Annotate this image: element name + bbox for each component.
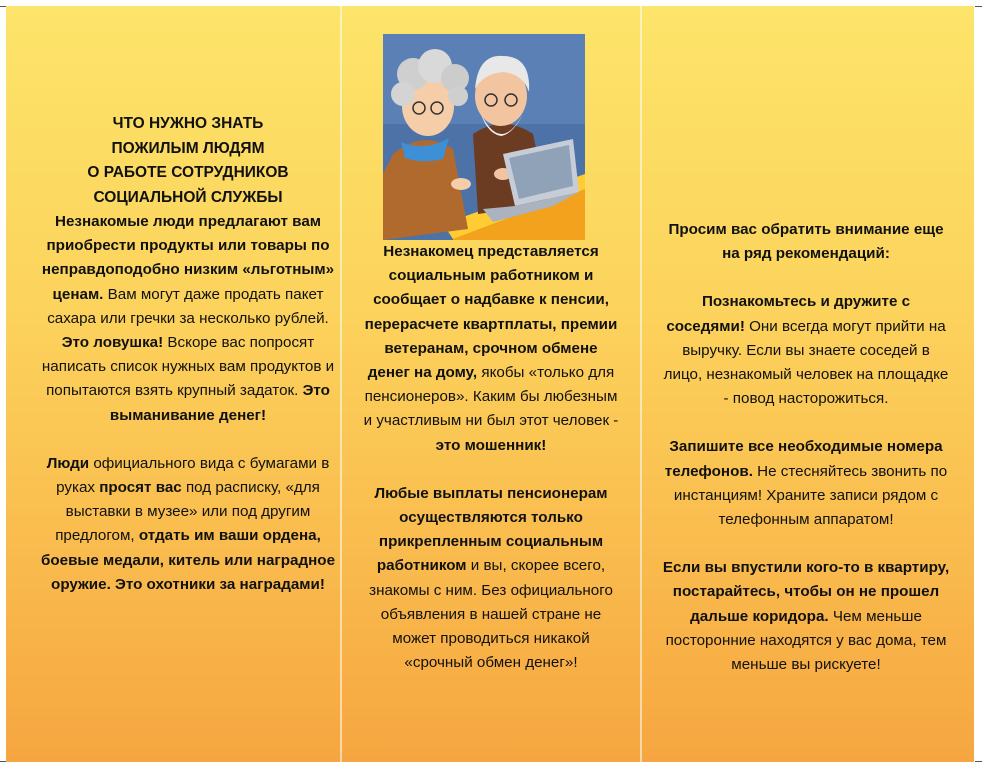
body-text: под расписку, «для выставки в музее» или под другим предлогом,: [55, 479, 320, 545]
bold-text: отдать им ваши ордена, боевые медали, китель или наградное оружие. Это охотники за наградами!: [40, 527, 336, 593]
body-text: Вскоре вас попросят написать список нужных вам продуктов и попытаются взять крупный задаток.: [41, 334, 335, 400]
bold-text: это мошенник!: [435, 436, 547, 454]
paragraph-payments: [362, 482, 620, 676]
paragraph-recommendations-intro: [662, 218, 950, 266]
bold-text: Познакомьтесь и дружите с соседями!: [666, 293, 911, 335]
bold-text: Незнакомые люди предлагают вам приобрести продукты или товары по неправдоподобно низким «льготным» ценам.: [41, 213, 335, 303]
crop-mark: [975, 761, 982, 762]
title-line: СОЦИАЛЬНОЙ СЛУЖБЫ: [93, 188, 283, 206]
body-text: официального вида с бумагами в руках: [56, 454, 330, 497]
body-text: Они всегда могут прийти на выручку. Если вы знаете соседей в лицо, незнакомый человек на площадке - повод насторожиться.: [663, 317, 949, 408]
fold-line-left: [340, 6, 342, 762]
title-line: О РАБОТЕ СОТРУДНИКОВ: [87, 164, 289, 181]
bold-text: Просим вас обратить внимание еще на ряд рекомендаций:: [668, 221, 944, 263]
brochure-title: [38, 112, 338, 210]
bold-text: Люди: [46, 454, 90, 472]
body-text: Вам могут даже продать пакет сахара или гречки за несколько рублей.: [47, 285, 329, 327]
elderly-couple-laptop-illustration: [383, 34, 585, 240]
crop-mark: [975, 6, 982, 7]
title-line: ЧТО НУЖНО ЗНАТЬ: [112, 115, 264, 132]
body-text: и вы, скорее всего, знакомы с ним. Без официального объявления в нашей стране не может проводиться никакой «срочный обмен денег»!: [369, 557, 613, 672]
paragraph-phone-numbers: [662, 435, 950, 532]
body-text: якобы «только для пенсионеров». Каким бы любезным и участливым ни был этот человек -: [363, 364, 619, 430]
paragraph-award-hunters: [38, 452, 338, 597]
brochure-sheet: [6, 6, 974, 762]
bold-text: Запишите все необходимые номера телефонов.: [664, 438, 943, 480]
paragraph-fake-discount: [38, 210, 338, 428]
title-line: ПОЖИЛЫМ ЛЮДЯМ: [111, 139, 265, 157]
body-text: Не стесняйтесь звонить по инстанциям! Храните записи рядом с телефонным аппаратом!: [673, 462, 948, 529]
column-middle: [362, 240, 620, 675]
fold-line-right: [640, 6, 642, 762]
paragraph-fake-social-worker: [362, 240, 620, 458]
paragraph-neighbors: [662, 290, 950, 411]
bold-text: Незнакомец представляется социальным работником и сообщает о надбавке к пенсии, перерасчете квартплаты, премии ветеранам, срочном обмене денег на дому,: [364, 243, 618, 382]
column-right: [662, 218, 950, 677]
body-text: Чем меньше посторонние находятся у вас дома, тем меньше вы рискуете!: [665, 607, 947, 674]
bold-text: Любые выплаты пенсионерам осуществляются только прикрепленным социальным работником: [374, 484, 608, 575]
bold-text: просят вас: [99, 479, 182, 497]
bold-text: Если вы впустили кого-то в квартиру, постарайтесь, чтобы он не прошел дальше коридора.: [662, 559, 950, 625]
paragraph-hallway: [662, 556, 950, 677]
bold-text: Это выманивание денег!: [109, 382, 330, 424]
column-left: [38, 112, 338, 597]
bold-text: Это ловушка!: [61, 334, 164, 352]
